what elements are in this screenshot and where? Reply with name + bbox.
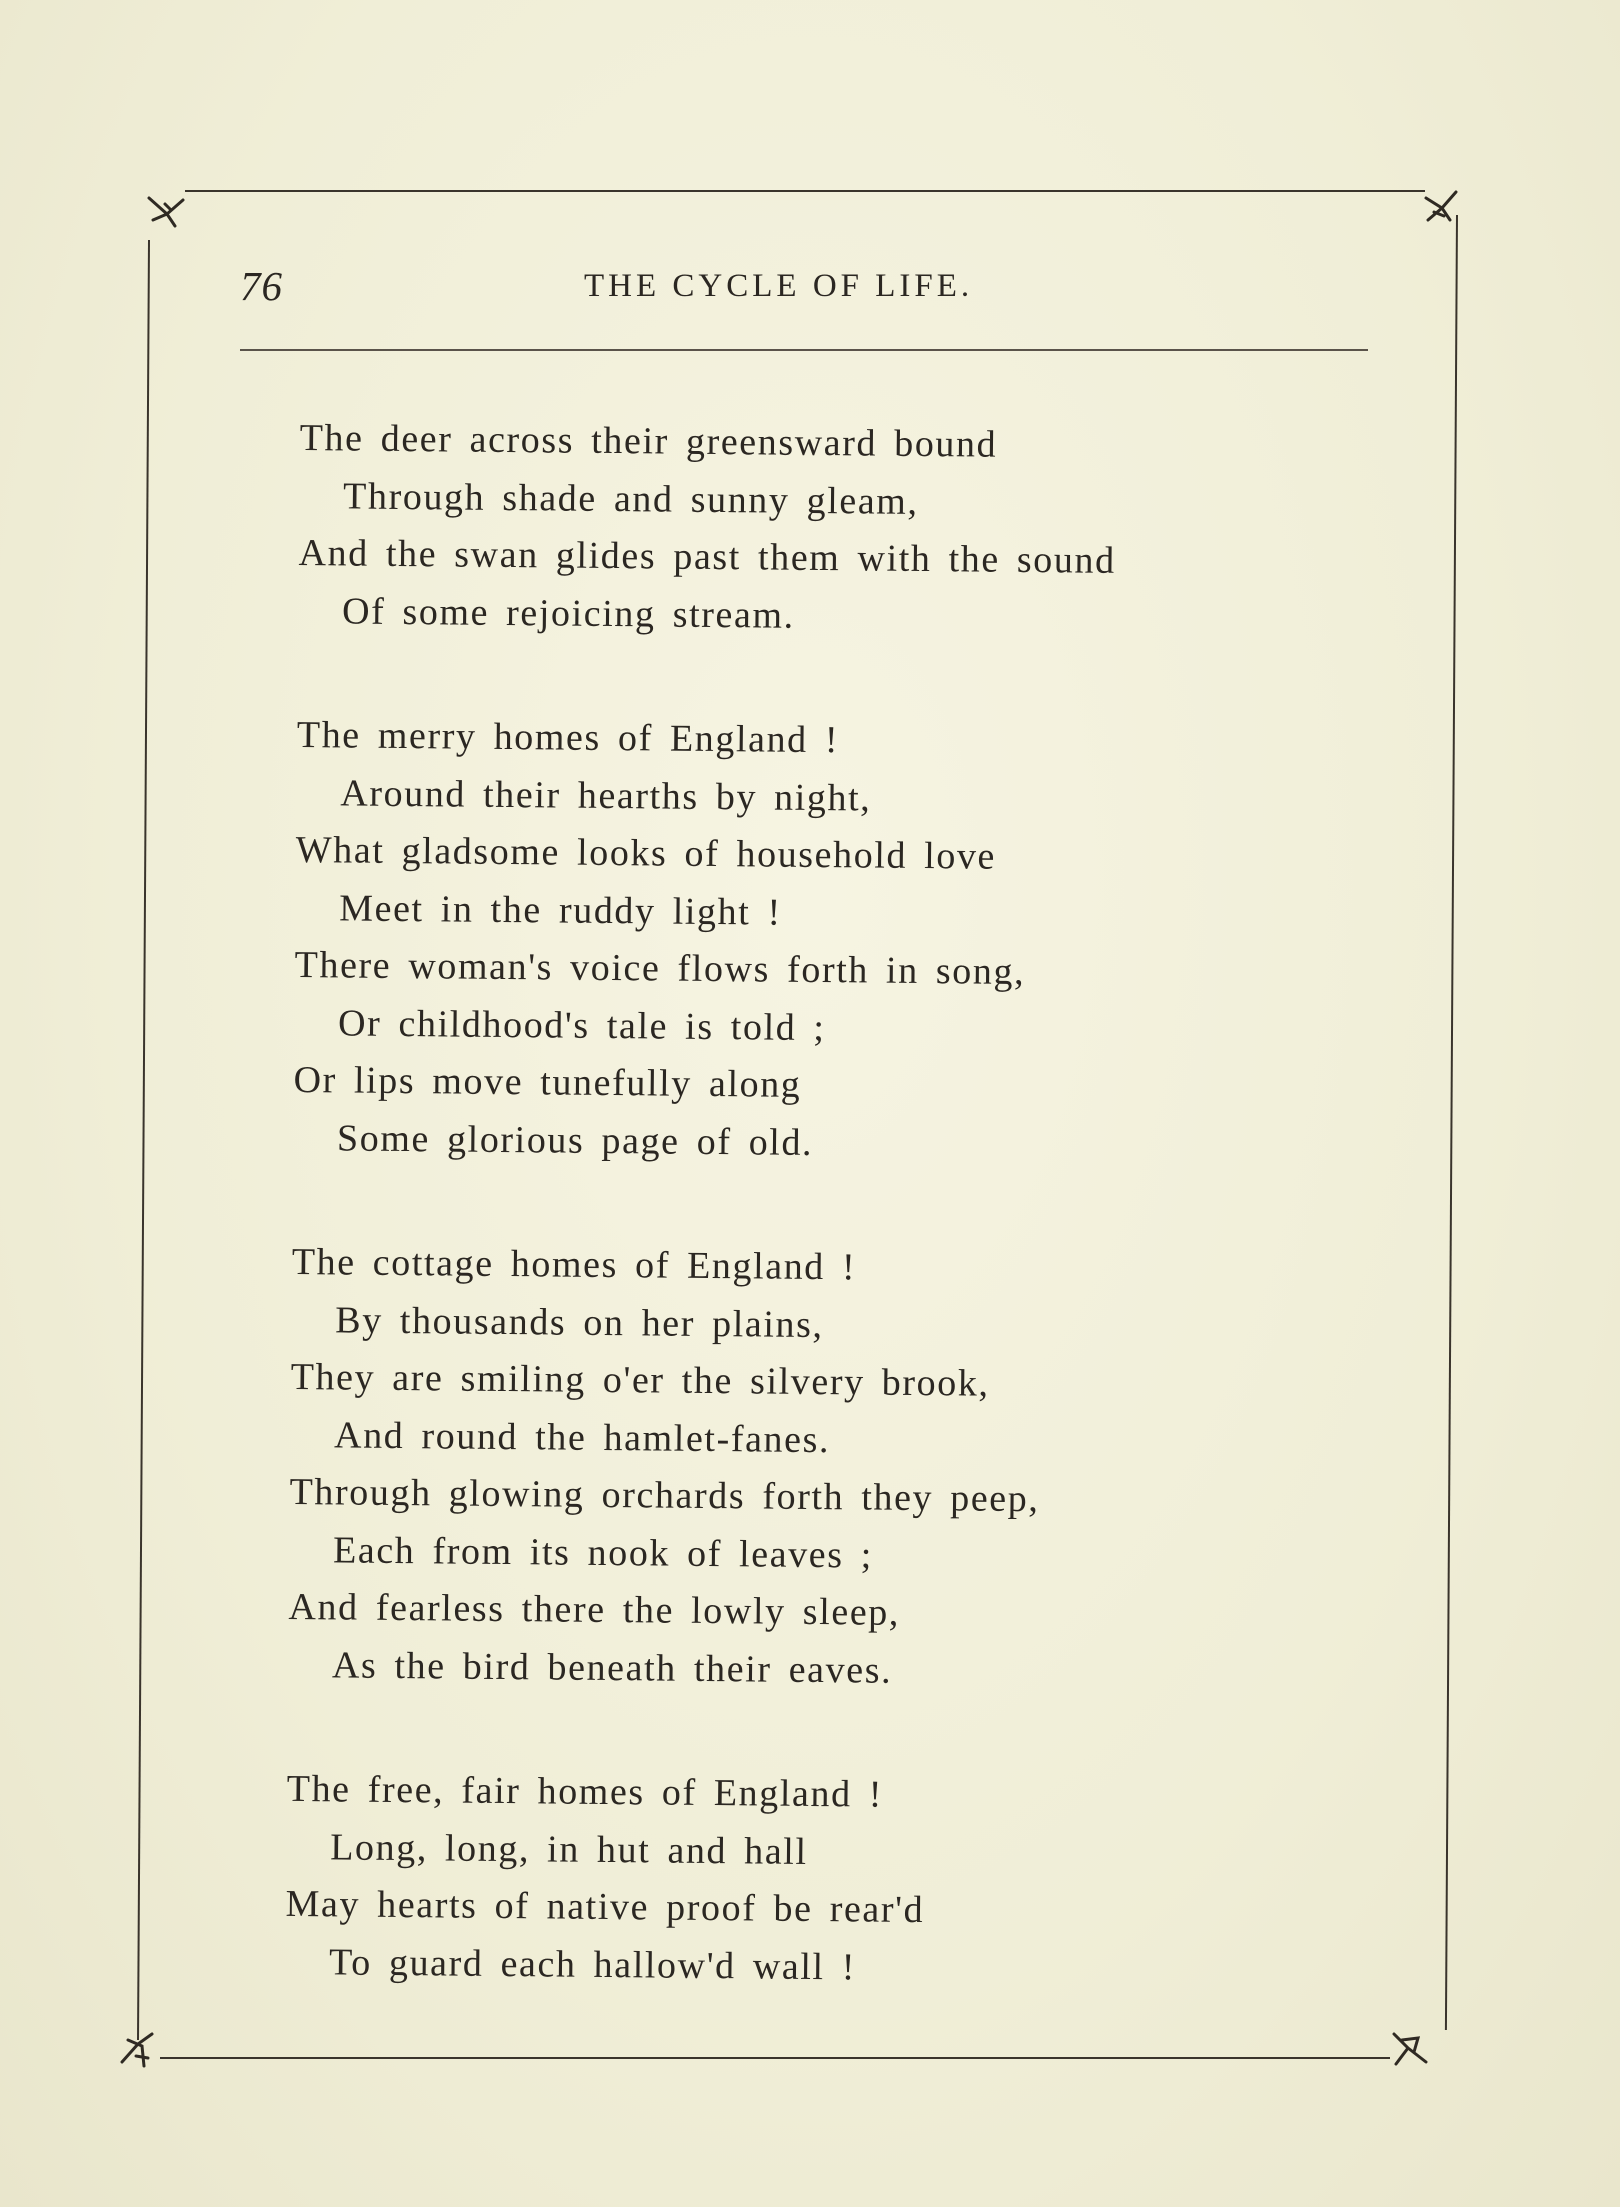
corner-ornament-icon: [118, 2026, 162, 2070]
poem-line: Some glorious page of old.: [336, 1116, 814, 1164]
frame-top-rule: [185, 190, 1425, 192]
corner-ornament-icon: [1418, 186, 1462, 230]
page-number: 76: [240, 263, 283, 309]
poem-line: The free, fair homes of England !: [286, 1767, 884, 1816]
poem-body: [284, 410, 1340, 2068]
head-rule: [240, 349, 1368, 351]
poem-line: What gladsome looks of household love: [295, 828, 997, 878]
poem-line: And the swan glides past them with the sound: [298, 531, 1116, 582]
stanza: [298, 410, 1340, 650]
stanza: [293, 707, 1337, 1177]
poem-line: They are smiling o'er the silvery brook,: [290, 1355, 990, 1405]
corner-ornament-icon: [1388, 2026, 1432, 2070]
poem-line: Or childhood's tale is told ;: [337, 1001, 826, 1049]
stanza: [285, 1761, 1327, 2001]
stanza: [288, 1234, 1332, 1704]
running-head: [240, 262, 1370, 312]
poem-line: Or lips move tunefully along: [293, 1058, 802, 1106]
poem-line: And fearless there the lowly sleep,: [288, 1585, 901, 1634]
poem-line: Through shade and sunny gleam,: [342, 474, 919, 523]
corner-ornament-icon: [145, 190, 189, 234]
poem-line: Of some rejoicing stream.: [341, 589, 795, 637]
poem-line: As the bird beneath their eaves.: [331, 1643, 893, 1692]
poem-line: Around their hearths by night,: [340, 771, 872, 820]
poem-line: And round the hamlet-fanes.: [333, 1413, 831, 1461]
poem-line: The deer across their greensward bound: [299, 416, 998, 466]
poem-line: Each from its nook of leaves ;: [332, 1528, 874, 1577]
poem-line: Through glowing orchards forth they peep,: [289, 1470, 1040, 1521]
poem-line: The merry homes of England !: [296, 713, 840, 762]
poem-line: May hearts of native proof be rear'd: [285, 1882, 925, 1932]
poem-line: To guard each hallow'd wall !: [328, 1940, 857, 1988]
poem-line: Meet in the ruddy light !: [339, 886, 782, 934]
poem-line: The cottage homes of England !: [291, 1240, 857, 1289]
poem-line: There woman's voice flows forth in song,: [294, 943, 1026, 993]
poem-line: Long, long, in hut and hall: [330, 1825, 808, 1873]
running-title: THE CYCLE OF LIFE.: [584, 268, 974, 304]
poem-line: By thousands on her plains,: [335, 1298, 824, 1346]
